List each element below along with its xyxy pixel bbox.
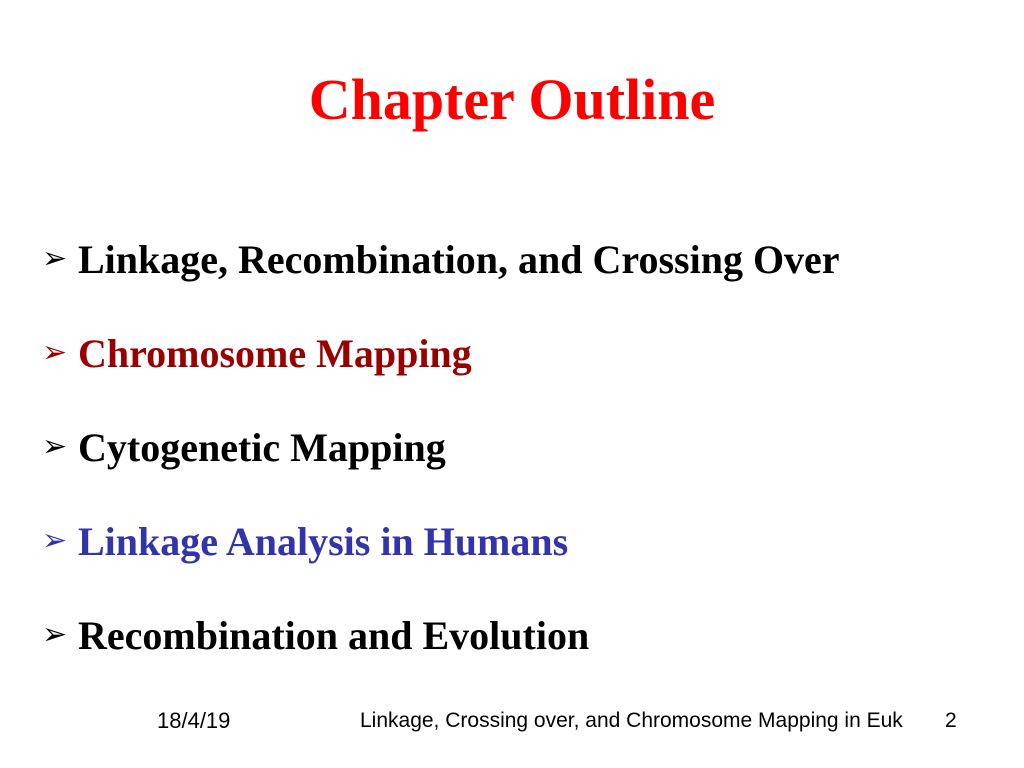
chapter-outline-list [42,212,840,682]
outline-item-linkage-analysis [42,494,840,588]
arrowhead-bullet-icon: ➢ [42,335,68,370]
arrowhead-bullet-icon: ➢ [42,523,68,558]
outline-item-linkage [42,212,840,306]
footer-page-number: 2 [945,709,957,732]
outline-item-label: Chromosome Mapping [78,330,472,376]
arrowhead-bullet-icon: ➢ [42,241,68,276]
slide-title: Chapter Outline [308,67,716,132]
outline-item-cytogenetic-mapping [42,400,840,494]
outline-item-label: Linkage, Recombination, and Crossing Over [78,236,840,282]
outline-item-label: Linkage Analysis in Humans [78,518,569,564]
outline-item-chromosome-mapping [42,306,840,400]
arrowhead-bullet-icon: ➢ [42,617,68,652]
footer-date: 18/4/19 [157,708,231,733]
arrowhead-bullet-icon: ➢ [42,429,68,464]
outline-item-recombination-evolution [42,588,840,682]
outline-item-label: Cytogenetic Mapping [78,424,446,470]
footer-text: Linkage, Crossing over, and Chromosome Mapping in Euk [360,709,903,732]
outline-item-label: Recombination and Evolution [78,612,590,658]
